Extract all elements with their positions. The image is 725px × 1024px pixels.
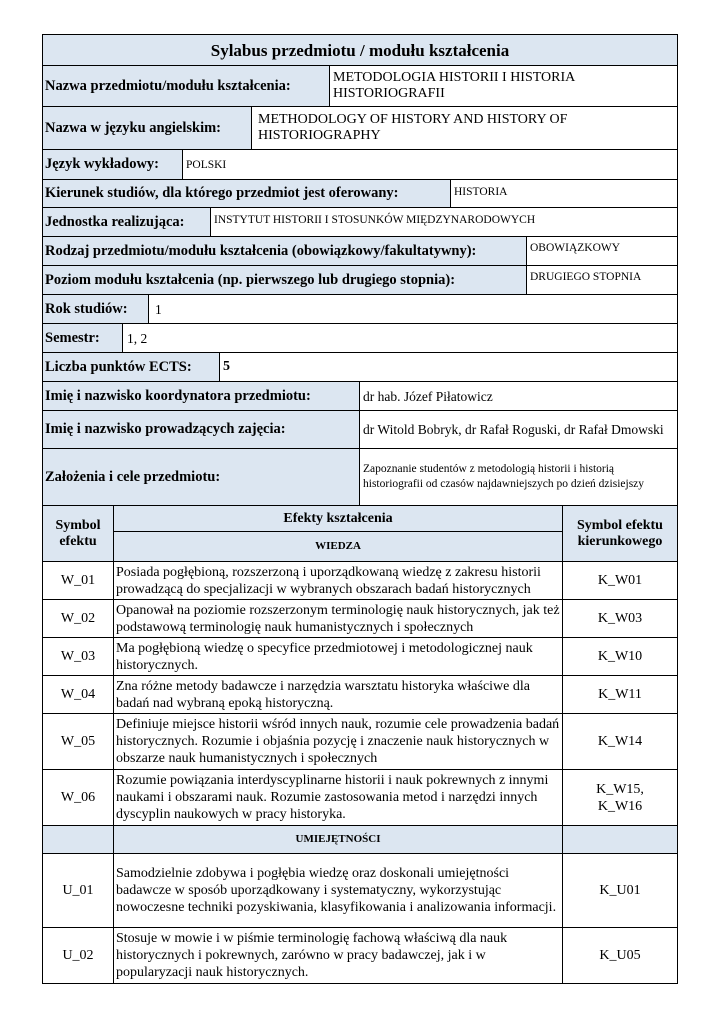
field-english-name [42,107,678,150]
section-spacer-right [563,826,678,854]
field-value: dr hab. Józef Piłatowicz [363,388,493,404]
effect-text: Samodzielnie zdobywa i pogłębia wiedzę oraz doskonali umiejętności badawcze w sposób uporządkowany i systematyczny, wykorzystując nowoczesne techniki pozyskiwania, klasyfikowania i analizowania informacji. [114,854,563,928]
effect-symbol: W_06 [42,770,114,826]
effect-text: Definiuje miejsce historii wśród innych nauk, rozumie cele prowadzenia badań historycznych. Rozumie i objaśnia pozycję i znaczenie nauk historycznych w obszarze nauk humanistycznych i społecznych [114,714,563,770]
field-label: Nazwa w języku angielskim: [43,107,252,149]
effect-direction: K_W10 [563,638,678,676]
field-label: Imię i nazwisko koordynatora przedmiotu: [43,382,360,410]
section-wiedza: WIEDZA [114,532,563,562]
field-course-name [42,66,678,107]
effect-symbol: U_01 [42,854,114,928]
field-semester [42,324,678,353]
field-label: Imię i nazwisko prowadzących zajęcia: [43,411,360,448]
effect-direction: K_U05 [563,928,678,984]
effect-direction: K_W14 [563,714,678,770]
field-unit [42,208,678,237]
field-label: Język wykładowy: [43,150,183,179]
col-symbol-header: Symbol efektu [42,506,114,562]
effect-direction: K_U01 [563,854,678,928]
field-label: Liczba punktów ECTS: [43,353,220,381]
section-umiejetnosci: UMIEJĘTNOŚCI [114,826,563,854]
effect-text: Ma pogłębioną wiedzę o specyfice przedmiotowej i metodologicznej nauk historycznych. [114,638,563,676]
field-study-direction [42,180,678,208]
field-label: Założenia i cele przedmiotu: [43,449,360,505]
field-label: Rodzaj przedmiotu/modułu kształcenia (obowiązkowy/fakultatywny): [43,237,527,265]
effect-direction: K_W03 [563,600,678,638]
field-instructors [42,411,678,449]
effect-text: Opanował na poziomie rozszerzonym terminologię nauk historycznych, jak też podstawową terminologię nauk humanistycznych i społecznych [114,600,563,638]
effect-direction: K_W15, K_W16 [563,770,678,826]
field-ects [42,353,678,382]
field-label: Semestr: [43,324,123,352]
effect-text: Zna różne metody badawcze i narzędzia warsztatu historyka właściwe dla badań nad wybraną epoką historyczną. [114,676,563,714]
field-language [42,150,678,180]
field-label: Kierunek studiów, dla którego przedmiot jest oferowany: [43,180,451,207]
effect-text: Posiada pogłębioną, rozszerzoną i uporządkowaną wiedzę z zakresu historii prowadzącą do specjalizacji w wybranych obszarach badań historycznych [114,562,563,600]
field-value: 5 [223,359,230,374]
field-value: 1, 2 [127,330,148,346]
field-goals [42,449,678,506]
field-value: METODOLOGIA HISTORII I HISTORIA HISTORIOGRAFII [333,70,575,101]
field-value: HISTORIA [454,186,508,198]
effects-table [42,506,678,984]
effect-symbol: W_02 [42,600,114,638]
field-course-level [42,266,678,295]
field-value: INSTYTUT HISTORII I STOSUNKÓW MIĘDZYNARODOWYCH [214,214,536,226]
field-value: POLSKI [186,158,227,171]
field-course-type [42,237,678,266]
effect-symbol: W_03 [42,638,114,676]
effect-direction: K_W01 [563,562,678,600]
syllabus-page [42,34,678,984]
field-value: METHODOLOGY OF HISTORY AND HISTORY OF HISTORIOGRAPHY [258,112,568,143]
effect-symbol: W_04 [42,676,114,714]
section-spacer-left [42,826,114,854]
col-effects-header: Efekty kształcenia [114,506,563,532]
effect-text: Rozumie powiązania interdyscyplinarne historii i nauk pokrewnych z innymi naukami i obszarami nauk. Rozumie zastosowania metod i narzędzi innych dyscyplin naukowych w pracy historyka. [114,770,563,826]
document-title: Sylabus przedmiotu / modułu kształcenia [42,34,678,66]
field-value: dr Witold Bobryk, dr Rafał Roguski, dr Rafał Dmowski [363,422,664,437]
field-value: Zapoznanie studentów z metodologią historii i historią historiografii od czasów najdawniejszych po dzień dzisiejszy [363,463,645,490]
col-direction-header: Symbol efektu kierunkowego [563,506,678,562]
effect-symbol: U_02 [42,928,114,984]
field-study-year [42,295,678,324]
field-coordinator [42,382,678,411]
effect-text: Stosuje w mowie i w piśmie terminologię fachową właściwą dla nauk historycznych i pokrewnych, zarówno w pracy badawczej, jak i w popularyzacji nauk historycznych. [114,928,563,984]
field-value: OBOWIĄZKOWY [530,242,621,254]
effect-symbol: W_05 [42,714,114,770]
field-value: 1 [155,301,162,317]
effect-symbol: W_01 [42,562,114,600]
field-value: DRUGIEGO STOPNIA [530,271,642,283]
field-label: Nazwa przedmiotu/modułu kształcenia: [43,66,330,106]
effect-direction: K_W11 [563,676,678,714]
field-label: Poziom modułu kształcenia (np. pierwszego lub drugiego stopnia): [43,266,527,294]
field-label: Jednostka realizująca: [43,208,211,236]
field-label: Rok studiów: [43,295,149,323]
